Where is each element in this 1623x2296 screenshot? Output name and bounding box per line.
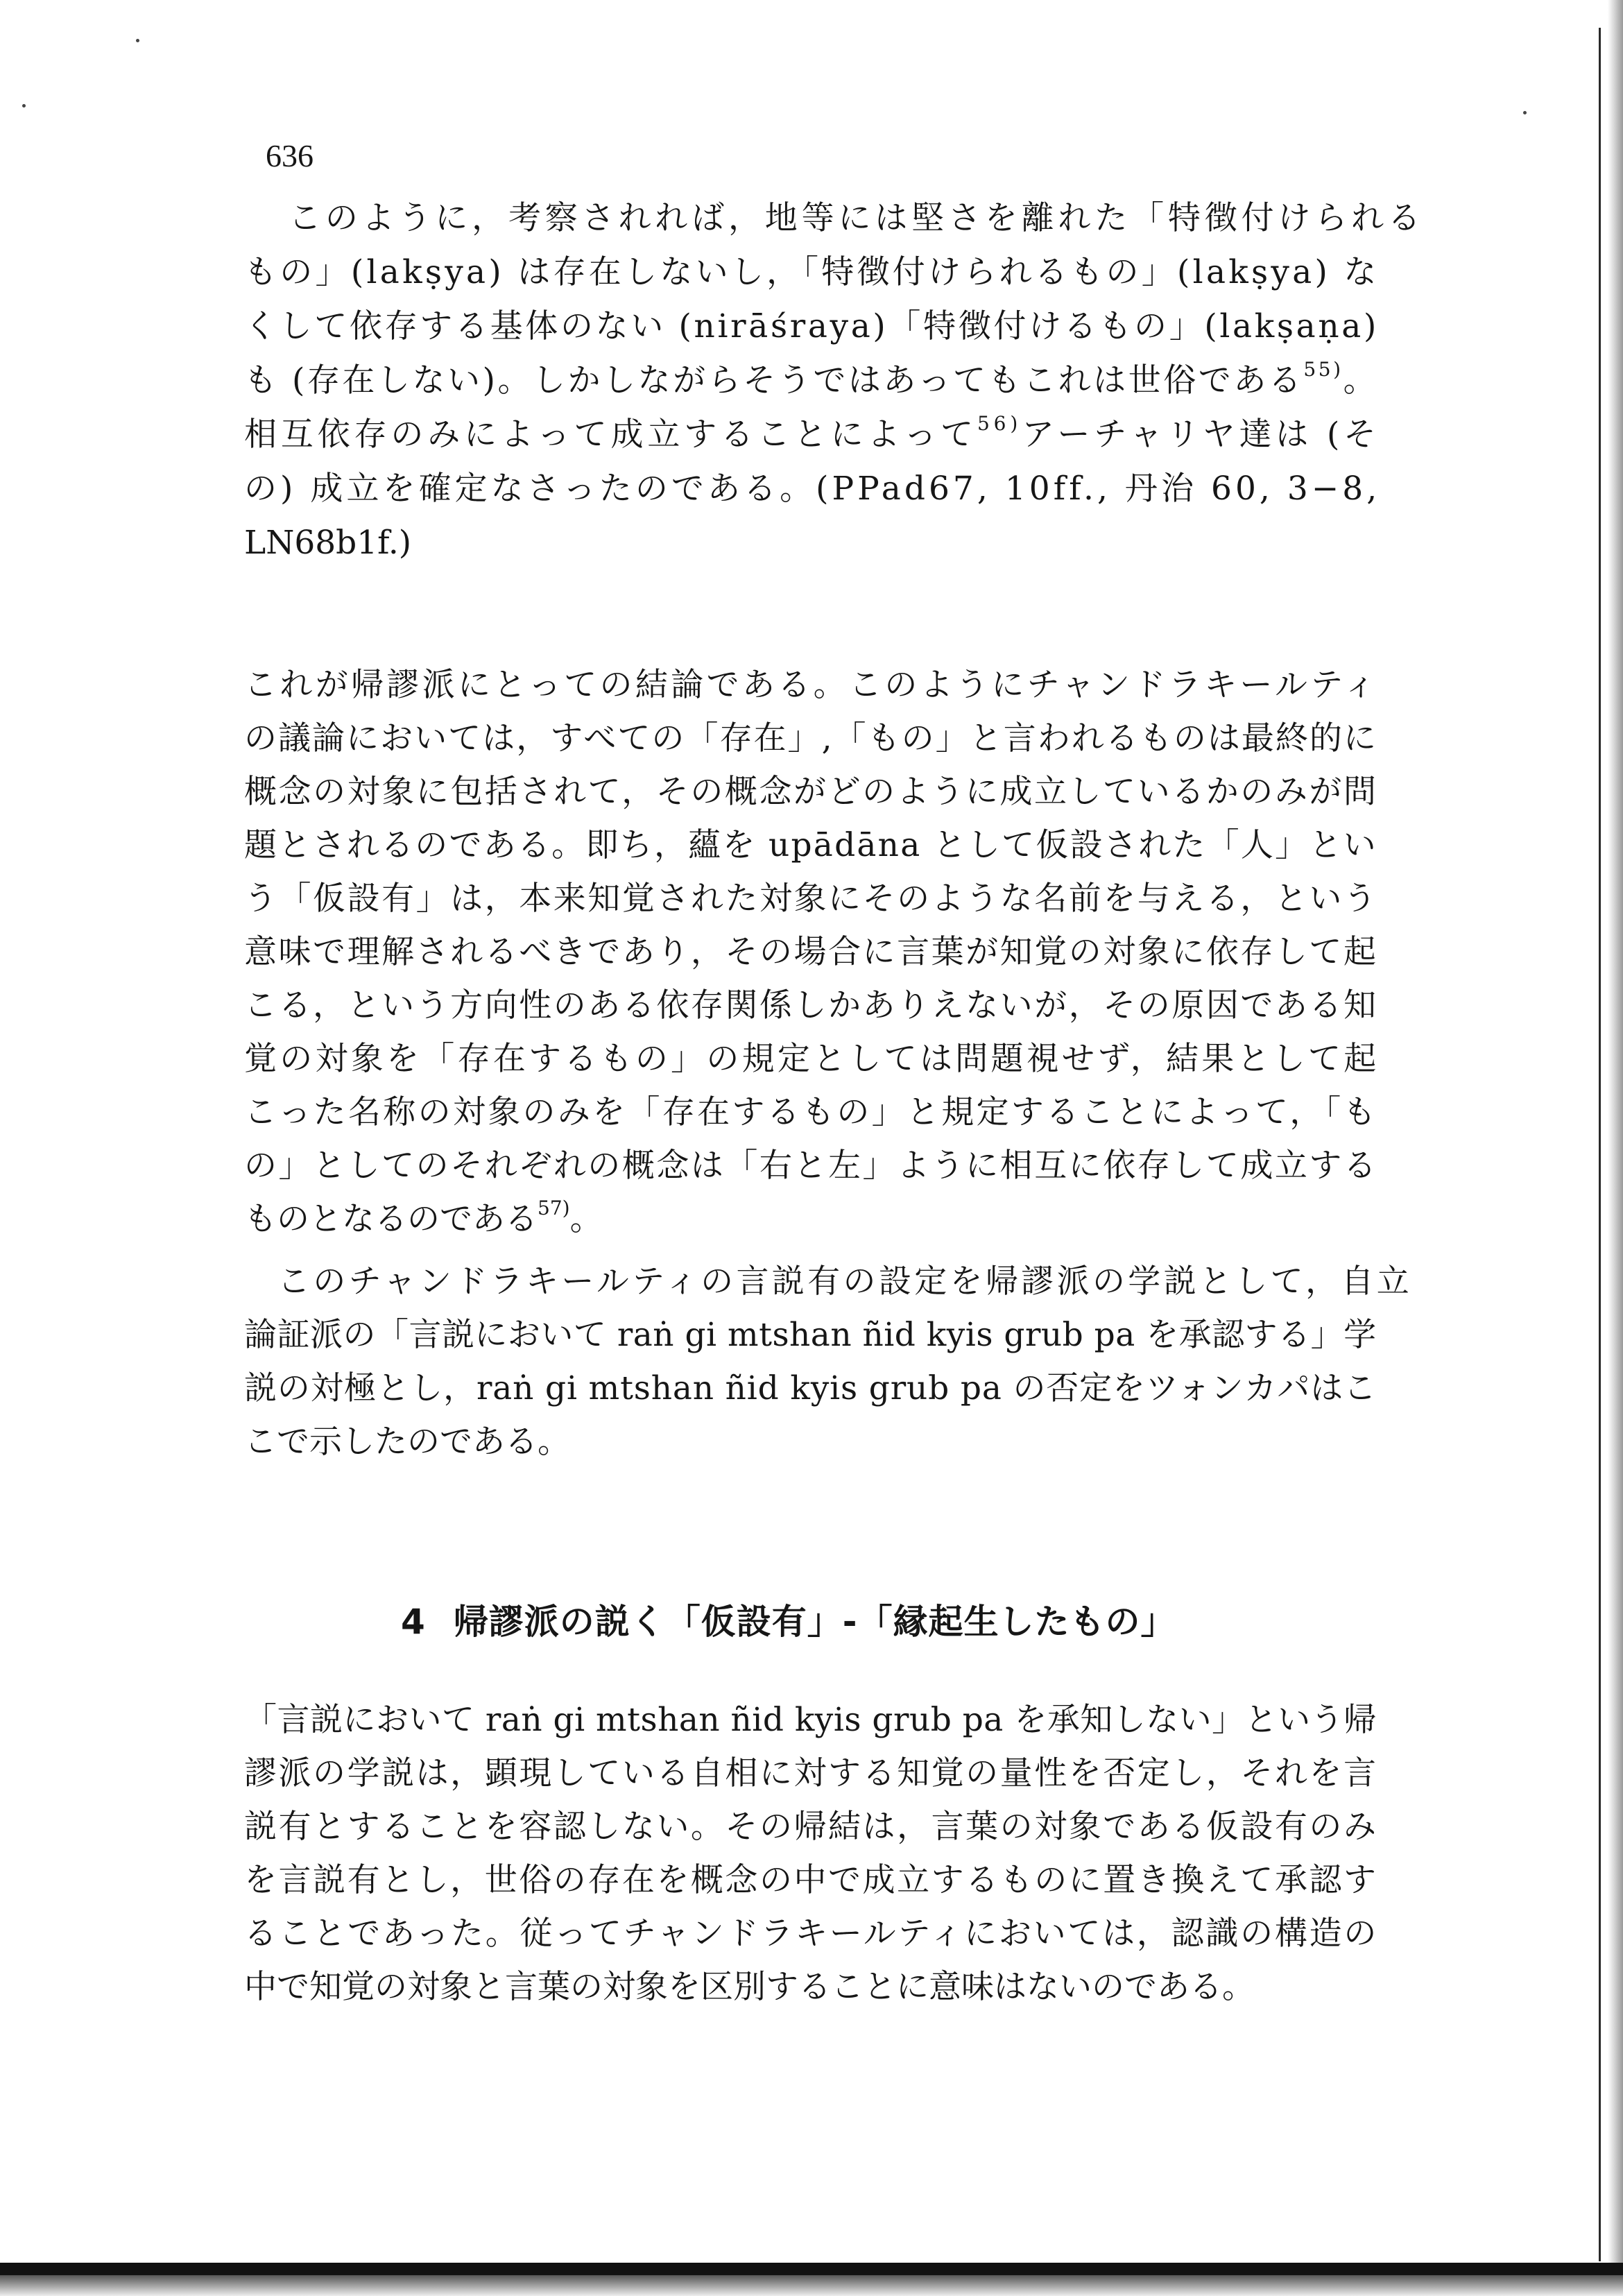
text-line: このように，考察されれば，地等には堅さを離れた「特徴付けられる [289,199,1425,237]
footnote-ref: 57) [538,1197,570,1219]
text-line: このチャンドラキールティの言説有の設定を帰謬派の学説として，自立 [277,1262,1413,1301]
scan-bottom-band [0,2263,1623,2275]
text-line [244,1199,603,1240]
text-line: これが帰謬派にとっての結論である。このようにチャンドラキールティ [244,666,1380,704]
text-line: 題とされるのである。即ち，蘊を upādāna として仮設された「人」とい [244,826,1377,864]
text-line: LN68b1f.) [244,524,412,562]
text-line: を言説有とし，世俗の存在を概念の中で成立するものに置き換えて承認す [244,1861,1378,1899]
text-line: くして依存する基体のない (nirāśraya)「特徴付けるもの」(lakṣaṇa) [244,307,1379,345]
line-text: 。 [569,1200,603,1238]
page-right-rule [1599,28,1601,2261]
scan-bottom-shadow [0,2275,1623,2296]
scan-right-edge [1608,0,1623,2296]
line-text: ものとなるのである [244,1200,538,1238]
text-line: こる，という方向性のある依存関係しかありえないが，その原因である知 [244,986,1378,1025]
footnote-ref: 55) [1303,358,1343,381]
scan-speck [1523,111,1527,114]
text-line: 中で知覚の対象と言葉の対象を区別することに意味はないのである。 [244,1968,1255,2006]
text-line: 意味で理解されるべきであり，その場合に言葉が知覚の対象に依存して起 [244,933,1378,971]
line-text: も (存在しない)。しかしながらそうではあってもこれは世俗である [244,361,1304,400]
text-line: ることであった。従ってチャンドラキールティにおいては，認識の構造の [244,1914,1379,1953]
page-number: 636 [266,138,314,173]
footnote-ref: 56) [977,412,1022,435]
section-number: 4 [401,1602,426,1642]
section-heading [401,1594,1176,1644]
text-line: 説有とすることを容認しない。その帰結は，言葉の対象である仮設有のみ [244,1808,1378,1846]
text-line: の) 成立を確定なさったのである。(PPad67, 10ff., 丹治 60, 3−8, [244,470,1381,508]
text-line: 覚の対象を「存在するもの」の規定としては問題視せず，結果として起 [244,1040,1380,1078]
text-line: こった名称の対象のみを「存在するもの」と規定することによって，「も [244,1093,1378,1131]
text-line: 論証派の「言説において raṅ gi mtshan ñid kyis grub pa を承認する」学 [244,1316,1377,1354]
line-text: 。 [1343,361,1379,400]
text-line: う「仮設有」は，本来知覚された対象にそのような名前を与える，という [244,880,1378,918]
text-line: もの」(lakṣya) は存在しないし，「特徴付けられるもの」(lakṣya) な [244,253,1380,291]
scan-speck [22,104,26,108]
line-text: 相互依存のみによって成立することによって [244,415,977,454]
scan-speck [136,39,139,42]
text-line: 概念の対象に包括されて，その概念がどのように成立しているかのみが問 [244,773,1378,811]
text-line: こで示したのである。 [244,1423,570,1461]
text-line: 「言説において raṅ gi mtshan ñid kyis grub pa を承知しない」という帰 [244,1701,1377,1739]
text-line: の議論においては，すべての「存在」,「もの」と言われるものは最終的に [244,719,1378,757]
text-line: 説の対極とし，raṅ gi mtshan ñid kyis grub pa の否定をツォンカパはこ [244,1369,1377,1407]
section-title: 帰謬派の説く「仮設有」-「縁起生したもの」 [453,1602,1176,1642]
line-text: アーチャリヤ達は (そ [1022,415,1380,454]
text-line: 謬派の学説は，顕現している自相に対する知覚の量性を否定し，それを言 [244,1754,1378,1792]
text-line: の」としてのそれぞれの概念は「右と左」ように相互に依存して成立する [244,1147,1378,1185]
text-line [244,414,1380,456]
text-line [244,360,1378,402]
